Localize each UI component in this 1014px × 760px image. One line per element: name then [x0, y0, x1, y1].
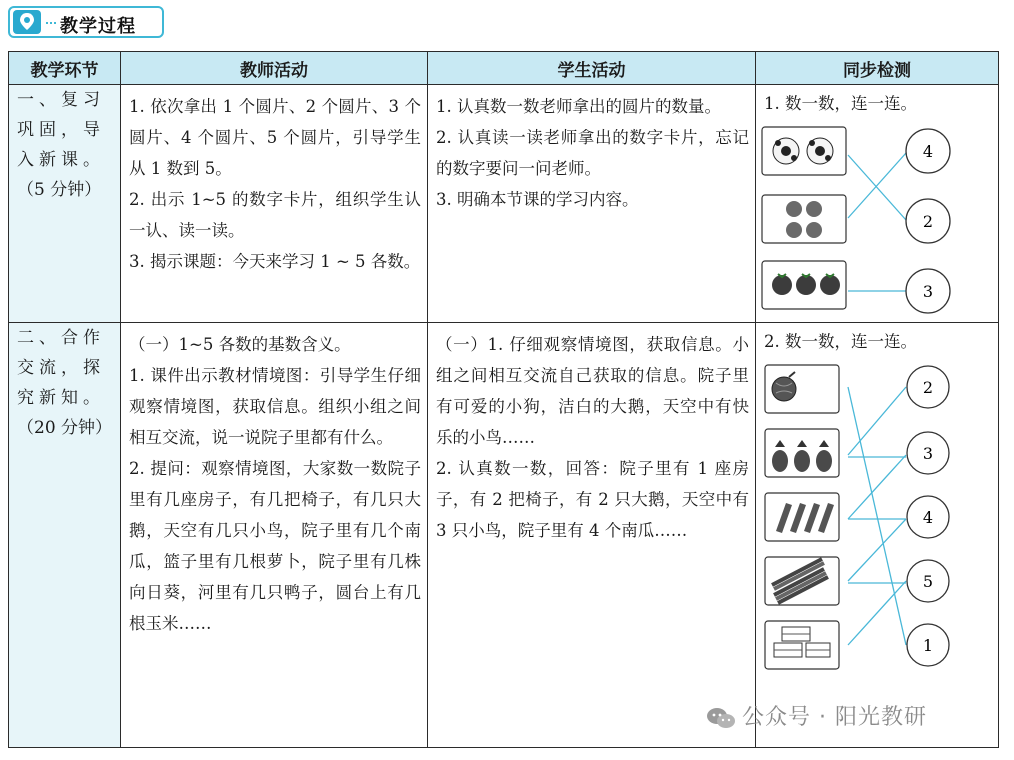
- number-circle: [907, 624, 949, 666]
- number-label: 4: [922, 142, 934, 161]
- exercise-title: 1. 数一数，连一连。: [764, 94, 917, 113]
- header-student: 学生活动: [428, 52, 756, 85]
- pencils-icon: [765, 557, 839, 605]
- table-header-row: [9, 52, 999, 85]
- number-label: 2: [922, 378, 934, 397]
- section-title: 教学过程: [60, 16, 136, 37]
- watermelon-icon: [765, 365, 839, 413]
- stage-cell: [9, 85, 121, 323]
- teacher-step: 2. 出示 1~5 的数字卡片，组织学生认一认、读一读。: [129, 190, 421, 240]
- exercise-title: 2. 数一数，连一连。: [764, 332, 917, 351]
- match-line: [848, 581, 906, 645]
- match-line: [848, 387, 906, 645]
- watermark-text: 公众号 · 阳光教研: [742, 705, 927, 730]
- student-activity-cell: [428, 323, 756, 748]
- teacher-activity-cell: [121, 323, 428, 748]
- sync-check-cell: [756, 323, 999, 748]
- stage-line: 巩固，导: [17, 120, 105, 140]
- sync-check-cell: [756, 85, 999, 323]
- location-pin-icon: [13, 10, 41, 34]
- section-tag: [8, 6, 164, 38]
- tomatoes-icon: [762, 261, 846, 309]
- number-circle: [906, 199, 950, 243]
- number-label: 3: [922, 282, 934, 301]
- header-check: 同步检测: [756, 52, 999, 85]
- match-line: [848, 455, 906, 519]
- teacher-step: 3. 揭示课题：今天来学习 1 ~ 5 各数。: [129, 252, 421, 271]
- student-step: 2. 认真读一读老师拿出的数字卡片，忘记的数字要问一问老师。: [436, 128, 749, 178]
- tag-divider: [46, 22, 56, 24]
- teacher-step: 1. 课件出示教材情境图：引导学生仔细观察情境图，获取信息。组织小组之间相互交流，说一说院子里都有什么。: [129, 366, 421, 447]
- number-circle: [907, 560, 949, 602]
- header-stage: 教学环节: [9, 52, 121, 85]
- chocolate-bars-icon: [765, 493, 839, 541]
- stage-line: 究新知。: [17, 388, 105, 408]
- student-step: 2. 认真数一数，回答：院子里有 1 座房子，有 2 把椅子，有 2 只大鹅，天空中有 3 只小鸟，院子里有 4 个南瓜……: [436, 459, 749, 540]
- stage-line: 入新课。: [17, 150, 105, 170]
- student-activity-cell: [428, 85, 756, 323]
- teacher-step: （一）1~5 各数的基数含义。: [129, 335, 351, 354]
- student-step: 1. 认真数一数老师拿出的圆片的数量。: [436, 97, 721, 116]
- header-teacher: 教师活动: [121, 52, 428, 85]
- watermark: [706, 700, 927, 731]
- student-step: （一）1. 仔细观察情境图，获取信息。小组之间相互交流自己获取的信息。院子里有可爱的小狗，洁白的大鹅，天空中有快乐的小鸟……: [436, 335, 749, 447]
- match-line: [848, 153, 906, 218]
- matching-exercise-1: [756, 85, 999, 323]
- gift-boxes-icon: [765, 621, 839, 669]
- number-circle: [906, 269, 950, 313]
- stage-cell: [9, 323, 121, 748]
- number-circle: [906, 129, 950, 173]
- student-step: 3. 明确本节课的学习内容。: [436, 190, 639, 209]
- table-row: [9, 85, 999, 323]
- number-label: 5: [922, 572, 934, 591]
- table-row: [9, 323, 999, 748]
- soccer-balls-icon: [762, 127, 846, 175]
- number-label: 2: [922, 212, 934, 231]
- match-line: [848, 155, 906, 220]
- number-circle: [907, 496, 949, 538]
- number-circle: [907, 366, 949, 408]
- teacher-activity-cell: [121, 85, 428, 323]
- stage-line: （20 分钟）: [17, 418, 113, 438]
- match-line: [848, 387, 906, 455]
- number-label: 1: [922, 636, 934, 655]
- lesson-plan-table: [8, 51, 999, 748]
- stage-line: 一、复习: [17, 90, 105, 110]
- teacher-step: 1. 依次拿出 1 个圆片、2 个圆片、3 个圆片、4 个圆片、5 个圆片，引导学生从 1 数到 5。: [129, 97, 421, 178]
- teacher-step: 2. 提问：观察情境图，大家数一数院子里有几座房子，有几把椅子，有几只大鹅，天空有几只小鸟，院子里有几个南瓜，篮子里有几根萝卜，院子里有几株向日葵，河里有几只鸭子，圆台上有几根玉米……: [129, 459, 421, 633]
- match-line: [848, 519, 906, 581]
- number-label: 3: [922, 444, 934, 463]
- matching-exercise-2: [756, 323, 999, 748]
- number-circle: [907, 432, 949, 474]
- stage-line: （5 分钟）: [17, 180, 102, 200]
- apples-icon: [762, 195, 846, 243]
- wechat-icon: [706, 706, 736, 730]
- stage-line: 交流，探: [17, 358, 105, 378]
- pineapples-icon: [765, 429, 839, 477]
- stage-line: 二、合作: [17, 328, 105, 348]
- number-label: 4: [922, 508, 934, 527]
